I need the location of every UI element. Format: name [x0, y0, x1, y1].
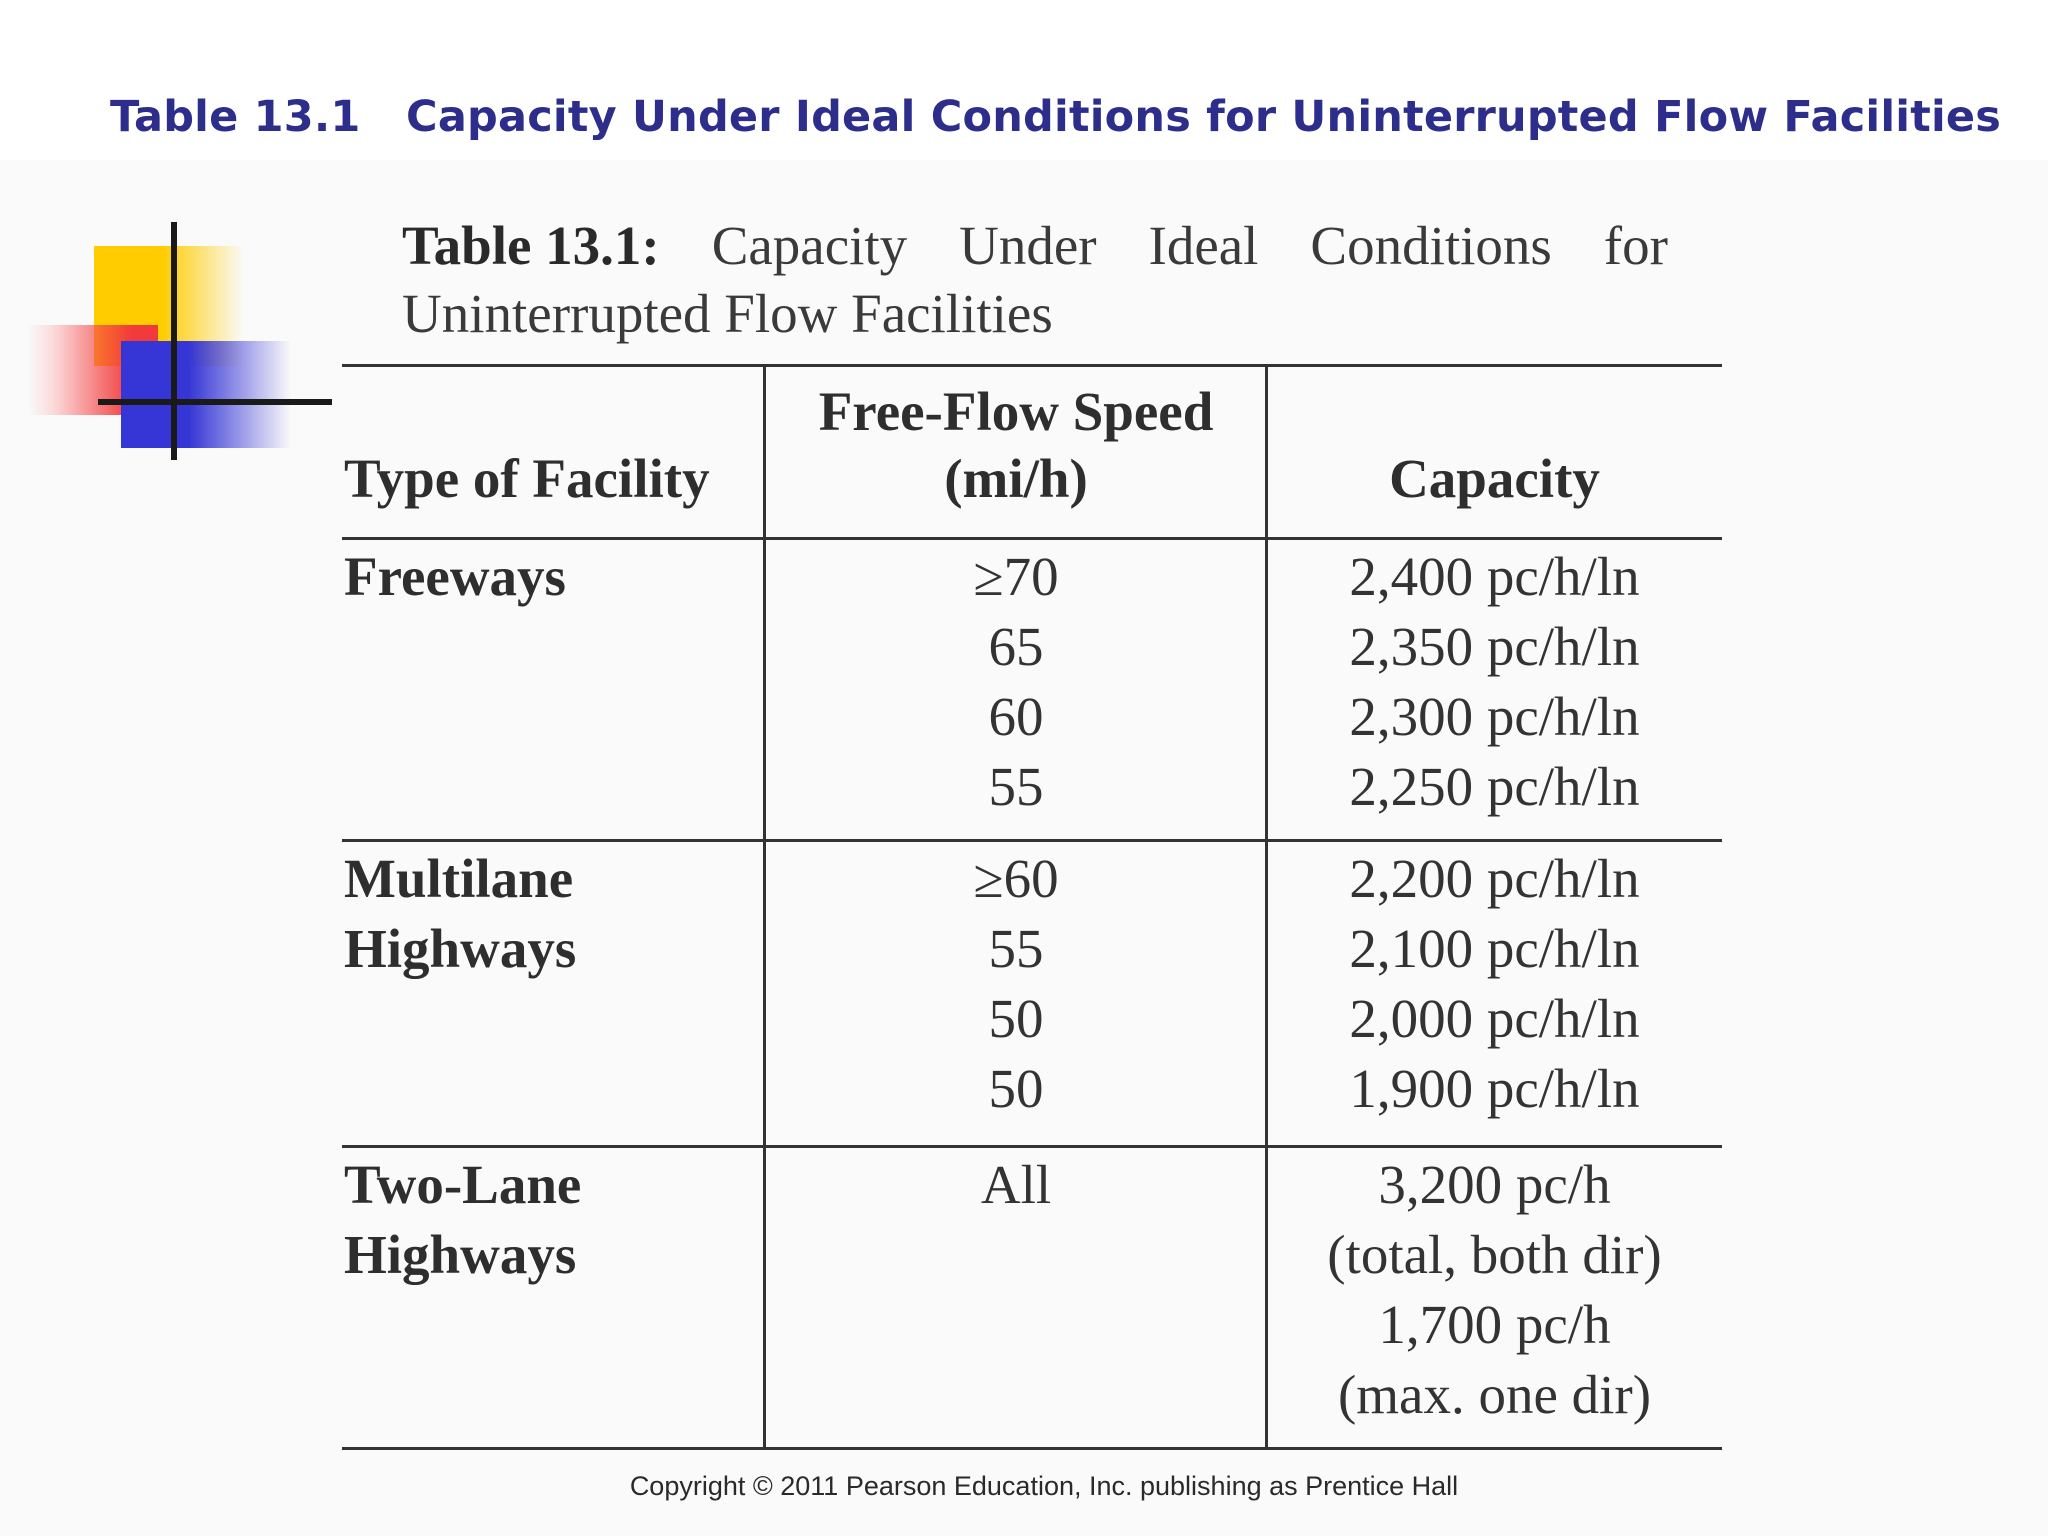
- caption-line-2: Uninterrupted Flow Facilities: [402, 283, 1053, 344]
- slide-title: Table 13.1 Capacity Under Ideal Conditions for Uninterrupted Flow Facilities: [110, 92, 2002, 142]
- speed-value: 50: [988, 988, 1044, 1049]
- speed-values: [765, 542, 1267, 822]
- capacity-value: 2,400 pc/h/ln: [1349, 546, 1640, 607]
- facility-type-two-lane-highways: Two-Lane Highways: [344, 1154, 582, 1285]
- speed-value: ≥60: [973, 848, 1059, 909]
- capacity-note: (total, both dir): [1327, 1224, 1662, 1285]
- capacity-value: 1,700 pc/h: [1378, 1294, 1611, 1355]
- caption-word: for: [1603, 215, 1668, 276]
- decor-vertical-line: [171, 222, 177, 460]
- capacity-value: 2,350 pc/h/ln: [1349, 616, 1640, 677]
- speed-value: ≥70: [973, 546, 1059, 607]
- capacity-value: 3,200 pc/h: [1378, 1154, 1611, 1215]
- decor-blue-square: [121, 341, 291, 448]
- capacity-values: [1267, 542, 1722, 822]
- speed-value: All: [980, 1154, 1052, 1215]
- capacity-values: [1267, 844, 1722, 1124]
- facility-type-multilane-highways: Multilane Highways: [344, 848, 577, 979]
- capacity-values: [1267, 1150, 1722, 1430]
- speed-value: 55: [988, 918, 1044, 979]
- capacity-note: (max. one dir): [1337, 1364, 1652, 1425]
- capacity-value: 2,200 pc/h/ln: [1349, 848, 1640, 909]
- header-rule: [342, 537, 1722, 540]
- capacity-value: 2,250 pc/h/ln: [1349, 756, 1640, 817]
- header-capacity: Capacity: [1389, 448, 1600, 509]
- book-table-caption: [402, 212, 1668, 348]
- group-rule: [342, 839, 1722, 842]
- speed-value: 55: [988, 756, 1044, 817]
- speed-value: 60: [988, 686, 1044, 747]
- caption-word: Capacity: [711, 215, 908, 276]
- header-free-flow-speed: Free-Flow Speed: [818, 381, 1214, 442]
- capacity-value: 1,900 pc/h/ln: [1349, 1058, 1640, 1119]
- header-type-of-facility: Type of Facility: [344, 448, 710, 509]
- copyright-notice: Copyright © 2011 Pearson Education, Inc. publishing as Prentice Hall: [629, 1471, 1459, 1501]
- capacity-value: 2,000 pc/h/ln: [1349, 988, 1640, 1049]
- facility-type-freeways: Freeways: [344, 546, 566, 607]
- table-bottom-rule: [342, 1447, 1722, 1450]
- caption-word: Conditions: [1310, 215, 1552, 276]
- caption-word: Under: [959, 215, 1097, 276]
- caption-label: Table 13.1:: [402, 215, 660, 276]
- speed-values: [765, 1150, 1267, 1220]
- table-top-rule: [342, 364, 1722, 367]
- decor-horizontal-line: [98, 399, 332, 405]
- group-rule: [342, 1145, 1722, 1148]
- speed-value: 50: [988, 1058, 1044, 1119]
- header-speed-units: (mi/h): [944, 448, 1088, 509]
- speed-value: 65: [988, 616, 1044, 677]
- capacity-value: 2,100 pc/h/ln: [1349, 918, 1640, 979]
- speed-values: [765, 844, 1267, 1124]
- capacity-value: 2,300 pc/h/ln: [1349, 686, 1640, 747]
- caption-word: Ideal: [1148, 215, 1259, 276]
